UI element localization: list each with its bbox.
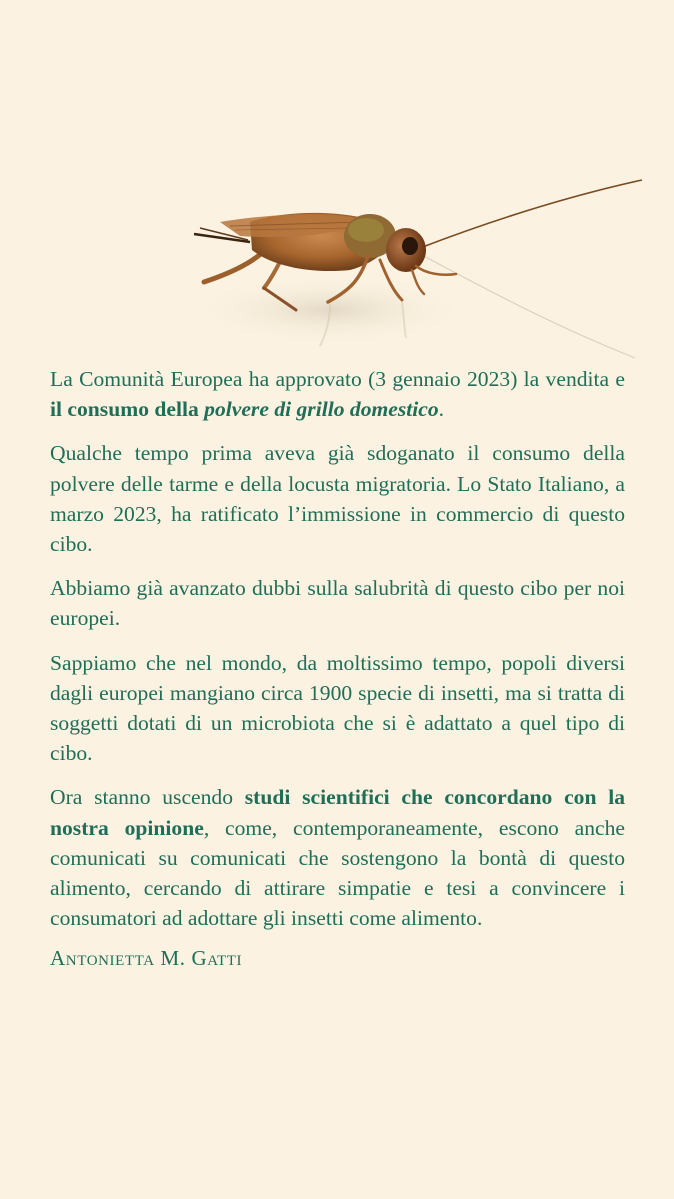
author-signature: Antonietta M. Gatti [50,946,243,971]
paragraph-5-rest: , come, contemporaneamente, escono anche comunicati su comunicati che sostengono la bontà di questo alimento, cercando di attirare simpatie e tesi a convincere i consumatori ad adottare gli insetti come alimento. [50,815,626,931]
paragraph-5 [50,782,625,933]
paragraph-1-end: . [438,397,445,422]
paragraph-3: Abbiamo già avanzato dubbi sulla salubrità di questo cibo per noi europei. [50,576,625,631]
paragraph-1 [50,364,625,424]
paragraph-5-bold: studi scientifici che concordano con la nostra opinione [50,785,626,840]
cricket-illustration [180,170,650,370]
paragraph-5-text: Ora stanno uscendo [50,785,245,810]
article-text [50,364,625,988]
paragraph-1-bold: il consumo della [50,397,205,422]
cricket-icon [180,170,650,370]
paragraph-4: Sappiamo che nel mondo, da moltissimo tempo, popoli diversi dagli europei mangiano circa 1900 specie di insetti, ma si tratta di soggetti dotati di un microbiota che si è adattato a quel tipo di cibo. [50,650,625,766]
paragraph-1-text: La Comunità Europea ha approvato (3 gennaio 2023) la vendita e [50,367,625,391]
paragraph-1-bold-italic: polvere di grillo domestico [204,397,439,422]
paragraph-2: Qualche tempo prima aveva già sdoganato il consumo della polvere delle tarme e della locusta migratoria. Lo Stato Italiano, a marzo 2023, ha ratificato l’immissione in commercio di questo cibo. [50,441,625,557]
